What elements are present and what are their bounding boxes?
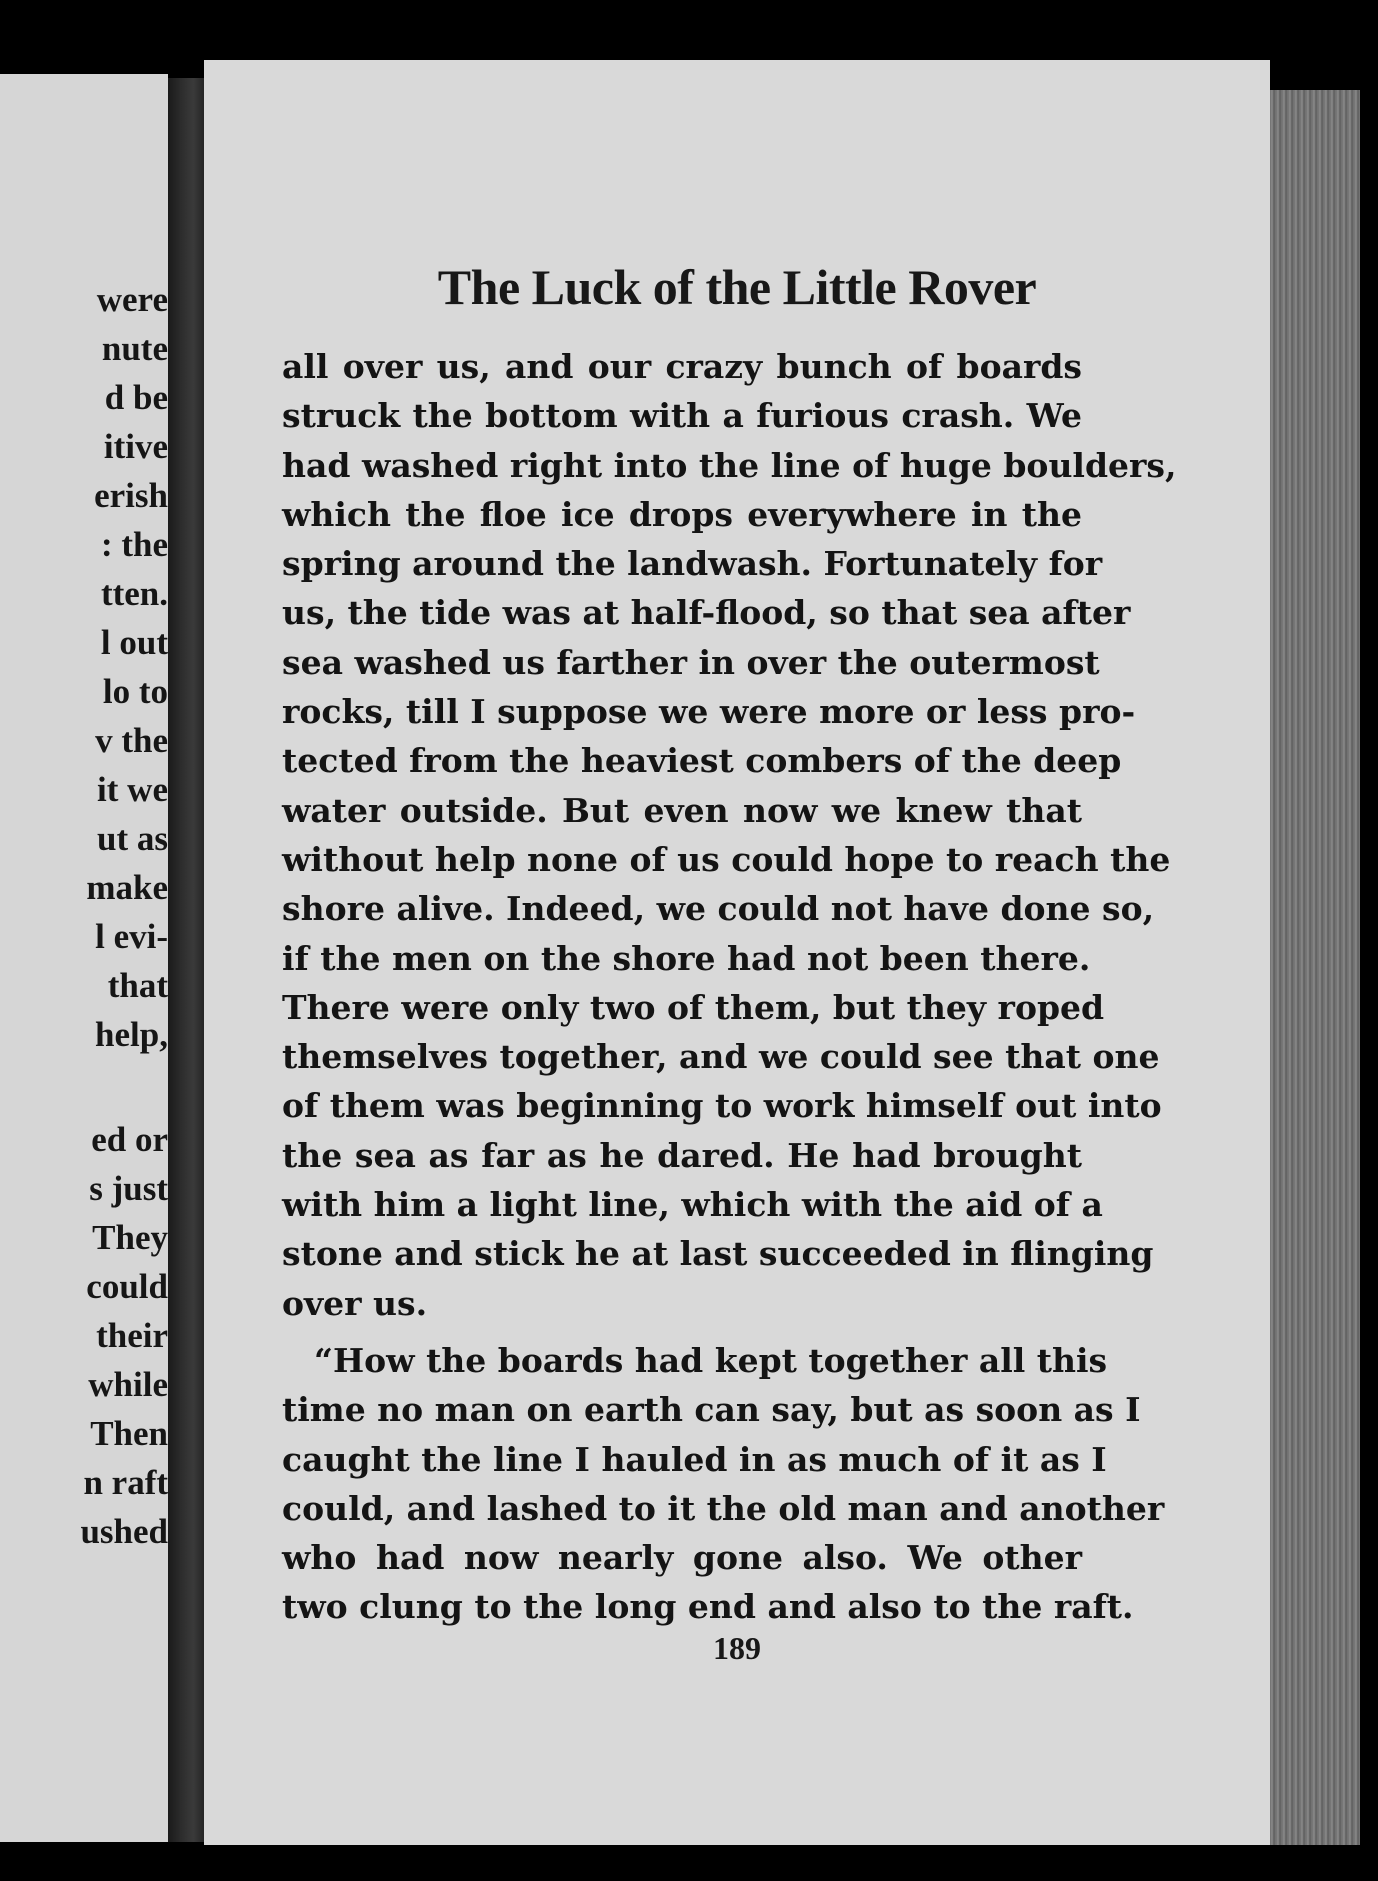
left-line: erish [94,476,168,515]
text-line: us, the tide was at half-flood, so that sea after [282,593,1131,633]
text-line: with him a light line, which with the aid of a [282,1185,1103,1225]
page-number: 189 [713,1630,761,1666]
text-line: spring around the landwash. Fortunately for [282,544,1103,584]
left-line: v the [95,721,168,760]
text-line: shore alive. Indeed, we could not have done so, [282,889,1155,929]
text-line: all over us, and our crazy bunch of boards [282,347,1082,386]
right-page [204,60,1270,1845]
left-line: They [92,1218,168,1257]
text-line: themselves together, and we could see that one [282,1037,1160,1077]
left-line: l evi- [95,917,168,956]
text-line: over us. [282,1283,428,1323]
body-text [282,342,1177,1632]
text-line: tected from the heaviest combers of the deep [282,741,1122,781]
text-line: stone and stick he at last succeeded in flinging [282,1234,1154,1274]
paragraph [282,342,1177,1328]
page-edges [1270,90,1360,1845]
text-line: of them was beginning to work himself out into [282,1086,1162,1126]
left-line: s just [89,1169,168,1208]
text-line: if the men on the shore had not been there. [282,938,1091,978]
left-line: could [86,1267,168,1306]
left-line: ushed [80,1512,168,1551]
text-line: struck the bottom with a furious crash. We [282,396,1082,436]
left-line: : the [100,525,168,564]
left-line: l out [100,623,168,662]
left-line: nute [101,329,168,368]
running-head: The Luck of the Little Rover [437,259,1037,315]
book-gutter [168,78,204,1842]
paragraph [282,1336,1165,1632]
text-line: “How the boards had kept together all this [314,1340,1108,1380]
left-line: their [96,1316,168,1355]
text-line: caught the line I hauled in as much of it as I [282,1439,1107,1479]
left-line: d be [104,378,168,417]
left-line: while [88,1365,168,1404]
left-line: make [86,868,168,907]
text-line: without help none of us could hope to reach the [282,839,1171,879]
text-line: had washed right into the line of huge boulders, [282,445,1177,485]
left-line: Then [90,1414,168,1453]
text-line: which the floe ice drops everywhere in the [282,494,1082,534]
left-line: that [107,966,168,1005]
text-line: water outside. But even now we knew that [282,790,1082,830]
text-line: two clung to the long end and also to the raft. [282,1587,1134,1627]
text-line: time no man on earth can say, but as soon as I [282,1390,1141,1430]
left-line: lo to [102,672,168,711]
left-line: tten. [100,574,168,613]
left-line: it we [97,770,168,809]
text-line: who had now nearly gone also. We other [282,1538,1082,1578]
text-line: the sea as far as he dared. He had brought [282,1135,1082,1175]
text-line: There were only two of them, but they roped [282,987,1105,1027]
text-line: could, and lashed to it the old man and another [282,1488,1165,1528]
text-line: sea washed us farther in over the outermost [282,642,1100,682]
left-line: ut as [97,819,168,858]
left-line: help, [95,1015,168,1054]
left-facing-page [0,74,168,1842]
left-line: ed or [91,1120,168,1159]
left-line: n raft [83,1463,168,1502]
left-line: were [96,280,168,319]
left-line: itive [103,427,168,466]
text-line: rocks, till I suppose we were more or less pro- [282,692,1136,732]
